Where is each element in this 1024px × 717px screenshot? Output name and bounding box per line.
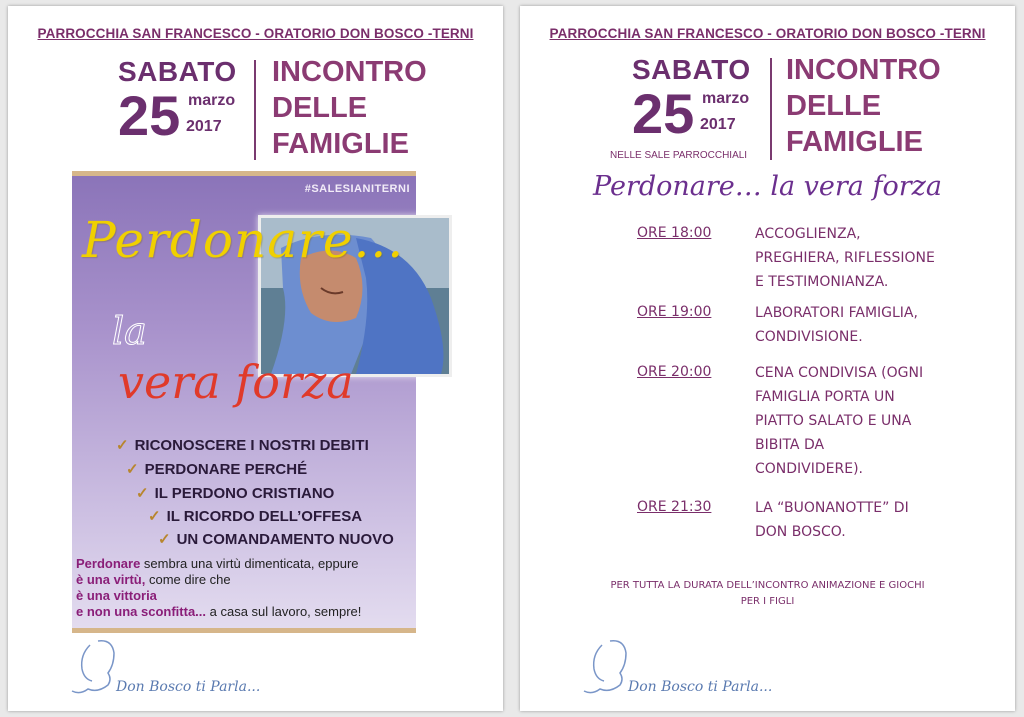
event-line-1: INCONTRO	[786, 54, 941, 86]
event-line-2: DELLE	[786, 90, 882, 122]
poster-paragraph: Perdonare sembra una virtù dimenticata, eppure è una virtù, come dire che è una vittoria e non una sconfitta... a casa sul lavoro, sempre!	[76, 556, 362, 619]
checklist-item: ✓ RICONOSCERE I NOSTRI DEBITI	[116, 437, 369, 454]
check-icon: ✓	[116, 437, 129, 454]
schedule-time: ORE 21:30	[637, 499, 712, 515]
parish-header: PARROCCHIA SAN FRANCESCO - ORATORIO DON BOSCO -TERNI	[37, 26, 474, 41]
location-text: NELLE SALE PARROCCHIALI	[610, 150, 748, 161]
check-icon: ✓	[126, 461, 139, 478]
don-bosco-logo	[580, 635, 780, 699]
logo-text: Don Bosco ti Parla...	[628, 679, 773, 695]
check-icon: ✓	[136, 485, 149, 502]
poster-vera-forza: vera forza	[118, 355, 354, 409]
year: 2017	[700, 116, 736, 133]
divider-line	[254, 60, 256, 160]
flyer-page-left	[8, 6, 503, 711]
poster-bottom-border	[72, 628, 416, 633]
schedule-description: CENA CONDIVISA (OGNI FAMIGLIA PORTA UN PIATTO SALATO E UNA BIBITA DA CONDIVIDERE).	[755, 365, 924, 477]
poster-la: la	[112, 309, 147, 353]
checklist-item: ✓ IL PERDONO CRISTIANO	[136, 485, 335, 502]
event-line-3: FAMIGLIE	[272, 128, 409, 160]
poster-image	[72, 171, 416, 633]
schedule-time: ORE 18:00	[637, 225, 712, 241]
checklist-item: ✓ UN COMANDAMENTO NUOVO	[158, 531, 394, 548]
hashtag: #SALESIANITERNI	[304, 183, 410, 195]
logo-text: Don Bosco ti Parla...	[116, 679, 261, 695]
schedule-description: LABORATORI FAMIGLIA, CONDIVISIONE.	[755, 305, 918, 345]
day-number: 25	[632, 82, 695, 145]
schedule-description: LA “BUONANOTTE” DI DON BOSCO.	[755, 500, 909, 540]
parish-header: PARROCCHIA SAN FRANCESCO - ORATORIO DON BOSCO -TERNI	[549, 26, 986, 41]
poster-title: Perdonare...	[82, 211, 405, 269]
event-line-2: DELLE	[272, 92, 368, 124]
event-line-1: INCONTRO	[272, 56, 427, 88]
check-icon: ✓	[148, 508, 161, 525]
flyer-page-right	[520, 6, 1015, 711]
checklist-item: ✓ IL RICORDO DELL’OFFESA	[148, 508, 363, 525]
month: marzo	[702, 90, 750, 107]
schedule-time: ORE 19:00	[637, 304, 712, 320]
event-line-3: FAMIGLIE	[786, 126, 923, 158]
weekday: SABATO	[118, 56, 237, 87]
schedule-time: ORE 20:00	[637, 364, 712, 380]
check-icon: ✓	[158, 531, 171, 548]
don-bosco-logo	[68, 635, 268, 699]
day-number: 25	[118, 84, 181, 147]
weekday: SABATO	[632, 54, 751, 85]
schedule-description: ACCOGLIENZA, PREGHIERA, RIFLESSIONE E TESTIMONIANZA.	[755, 226, 935, 290]
month: marzo	[188, 92, 236, 109]
year: 2017	[186, 118, 222, 135]
poster-top-border	[72, 171, 416, 176]
subtitle: Perdonare… la vera forza	[593, 171, 942, 202]
checklist-item: ✓ PERDONARE PERCHÉ	[126, 461, 308, 478]
divider-line	[770, 58, 772, 160]
footnote: PER TUTTA LA DURATA DELL’INCONTRO ANIMAZIONE E GIOCHI PER I FIGLI	[610, 580, 925, 607]
